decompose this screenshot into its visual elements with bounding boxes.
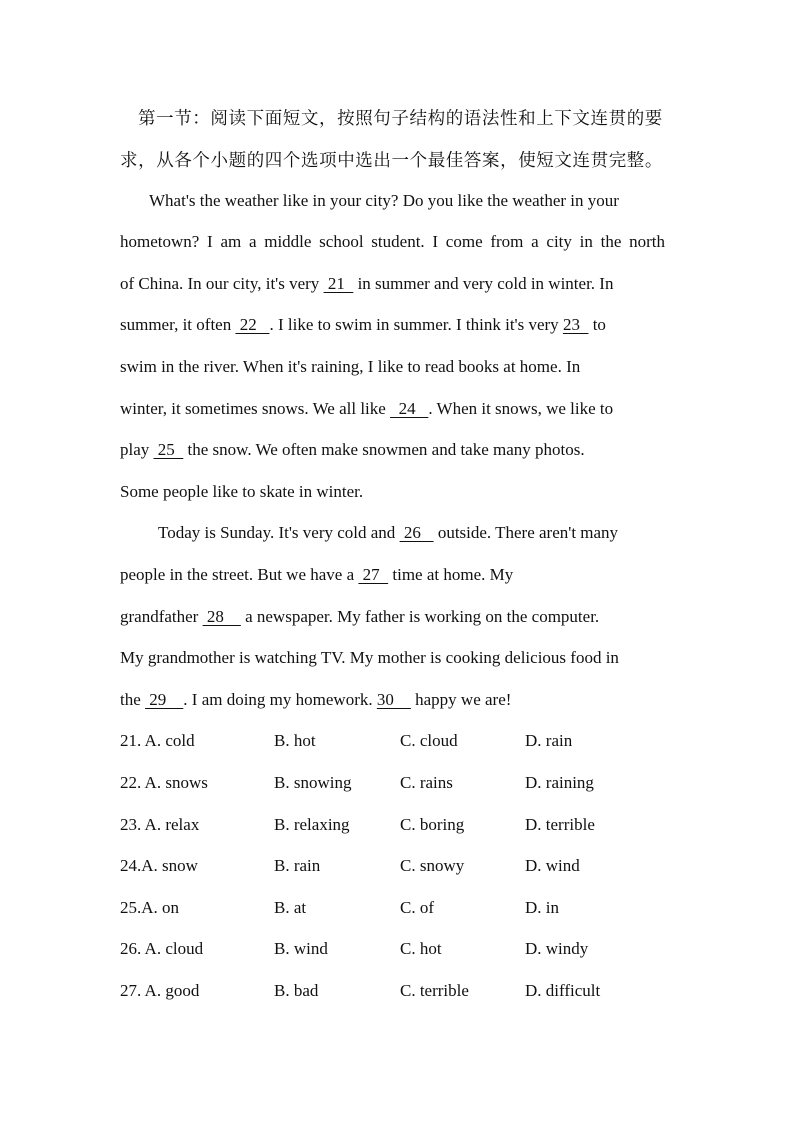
text-segment: play (120, 440, 154, 459)
question-23 (120, 814, 680, 836)
text-segment: in summer and very cold in winter. In (353, 274, 614, 293)
passage-p1-line-6 (120, 398, 680, 420)
passage-p2-line-3 (120, 606, 680, 628)
text-segment: Today is Sunday. It's very cold and (158, 523, 400, 542)
text-segment: . When it snows, we like to (428, 399, 614, 418)
option-d: D. windy (525, 939, 589, 958)
text-segment: the snow. We often make snowmen and take many photos. (183, 440, 585, 459)
passage-p2-line-4: My grandmother is watching TV. My mother is cooking delicious food in (120, 648, 619, 667)
passage-p2-line-5 (120, 689, 680, 711)
option-d: D. raining (525, 773, 594, 792)
option-d: D. in (525, 898, 559, 917)
blank-26: 26 (399, 523, 434, 542)
option-a: 26. A. cloud (120, 939, 204, 958)
text-segment: a newspaper. My father is working on the computer. (240, 607, 600, 626)
passage-p1-line-8: Some people like to skate in winter. (120, 482, 364, 501)
option-a: 25.A. on (120, 898, 180, 917)
text-segment: to (588, 315, 606, 334)
option-b: B. wind (274, 939, 328, 958)
option-b: B. at (274, 898, 307, 917)
option-b: B. hot (274, 731, 316, 750)
text-segment: summer, it often (120, 315, 236, 334)
option-b: B. rain (274, 856, 321, 875)
question-25 (120, 897, 680, 919)
option-d: D. difficult (525, 981, 601, 1000)
text-segment: outside. There aren't many (433, 523, 619, 542)
option-b: B. bad (274, 981, 319, 1000)
passage-p1-line-7 (120, 439, 680, 461)
blank-30: 30 (376, 690, 411, 709)
instruction-line-1: 第一节：阅读下面短文，按照句子结构的语法性和上下文连贯的要 (138, 108, 663, 128)
option-b: B. snowing (274, 773, 352, 792)
option-c: C. rains (400, 773, 453, 792)
question-22 (120, 772, 680, 794)
blank-24: 24 (390, 399, 429, 418)
passage-p1-line-1: What's the weather like in your city? Do you like the weather in your (149, 191, 619, 210)
option-a: 24.A. snow (120, 856, 198, 875)
passage-p2-line-2 (120, 564, 680, 586)
question-21 (120, 730, 680, 752)
text-segment: happy we are! (410, 690, 512, 709)
blank-25: 25 (153, 440, 184, 459)
blank-29: 29 (145, 690, 184, 709)
option-a: 21. A. cold (120, 731, 195, 750)
option-c: C. terrible (400, 981, 469, 1000)
text-segment: the (120, 690, 146, 709)
text-segment: of China. In our city, it's very (120, 274, 324, 293)
option-c: C. cloud (400, 731, 458, 750)
instruction-line-2: 求，从各个小题的四个选项中选出一个最佳答案，使短文连贯完整。 (120, 150, 663, 170)
text-segment: . I like to swim in summer. I think it's very (269, 315, 563, 334)
passage-p1-line-4 (120, 314, 680, 336)
option-a: 27. A. good (120, 981, 200, 1000)
passage-p1-line-2: hometown? I am a middle school student. I come from a city in the north (120, 232, 665, 251)
passage-p2-line-1 (158, 522, 670, 544)
passage-p1-line-3 (120, 273, 680, 295)
question-27 (120, 980, 680, 1002)
option-d: D. wind (525, 856, 580, 875)
text-segment: grandfather (120, 607, 203, 626)
blank-23: 23 (562, 315, 589, 334)
blank-28: 28 (202, 607, 241, 626)
option-a: 22. A. snows (120, 773, 208, 792)
option-b: B. relaxing (274, 815, 350, 834)
blank-21: 21 (323, 274, 354, 293)
option-c: C. hot (400, 939, 442, 958)
option-c: C. of (400, 898, 434, 917)
text-segment: time at home. My (388, 565, 514, 584)
text-segment: . I am doing my homework. (183, 690, 377, 709)
blank-22: 22 (235, 315, 270, 334)
question-24 (120, 855, 680, 877)
option-c: C. boring (400, 815, 465, 834)
option-c: C. snowy (400, 856, 465, 875)
text-segment: people in the street. But we have a (120, 565, 359, 584)
question-26 (120, 938, 680, 960)
text-segment: winter, it sometimes snows. We all like (120, 399, 391, 418)
option-d: D. terrible (525, 815, 595, 834)
passage-p1-line-5: swim in the river. When it's raining, I like to read books at home. In (120, 357, 581, 376)
option-a: 23. A. relax (120, 815, 200, 834)
option-d: D. rain (525, 731, 573, 750)
blank-27: 27 (358, 565, 389, 584)
